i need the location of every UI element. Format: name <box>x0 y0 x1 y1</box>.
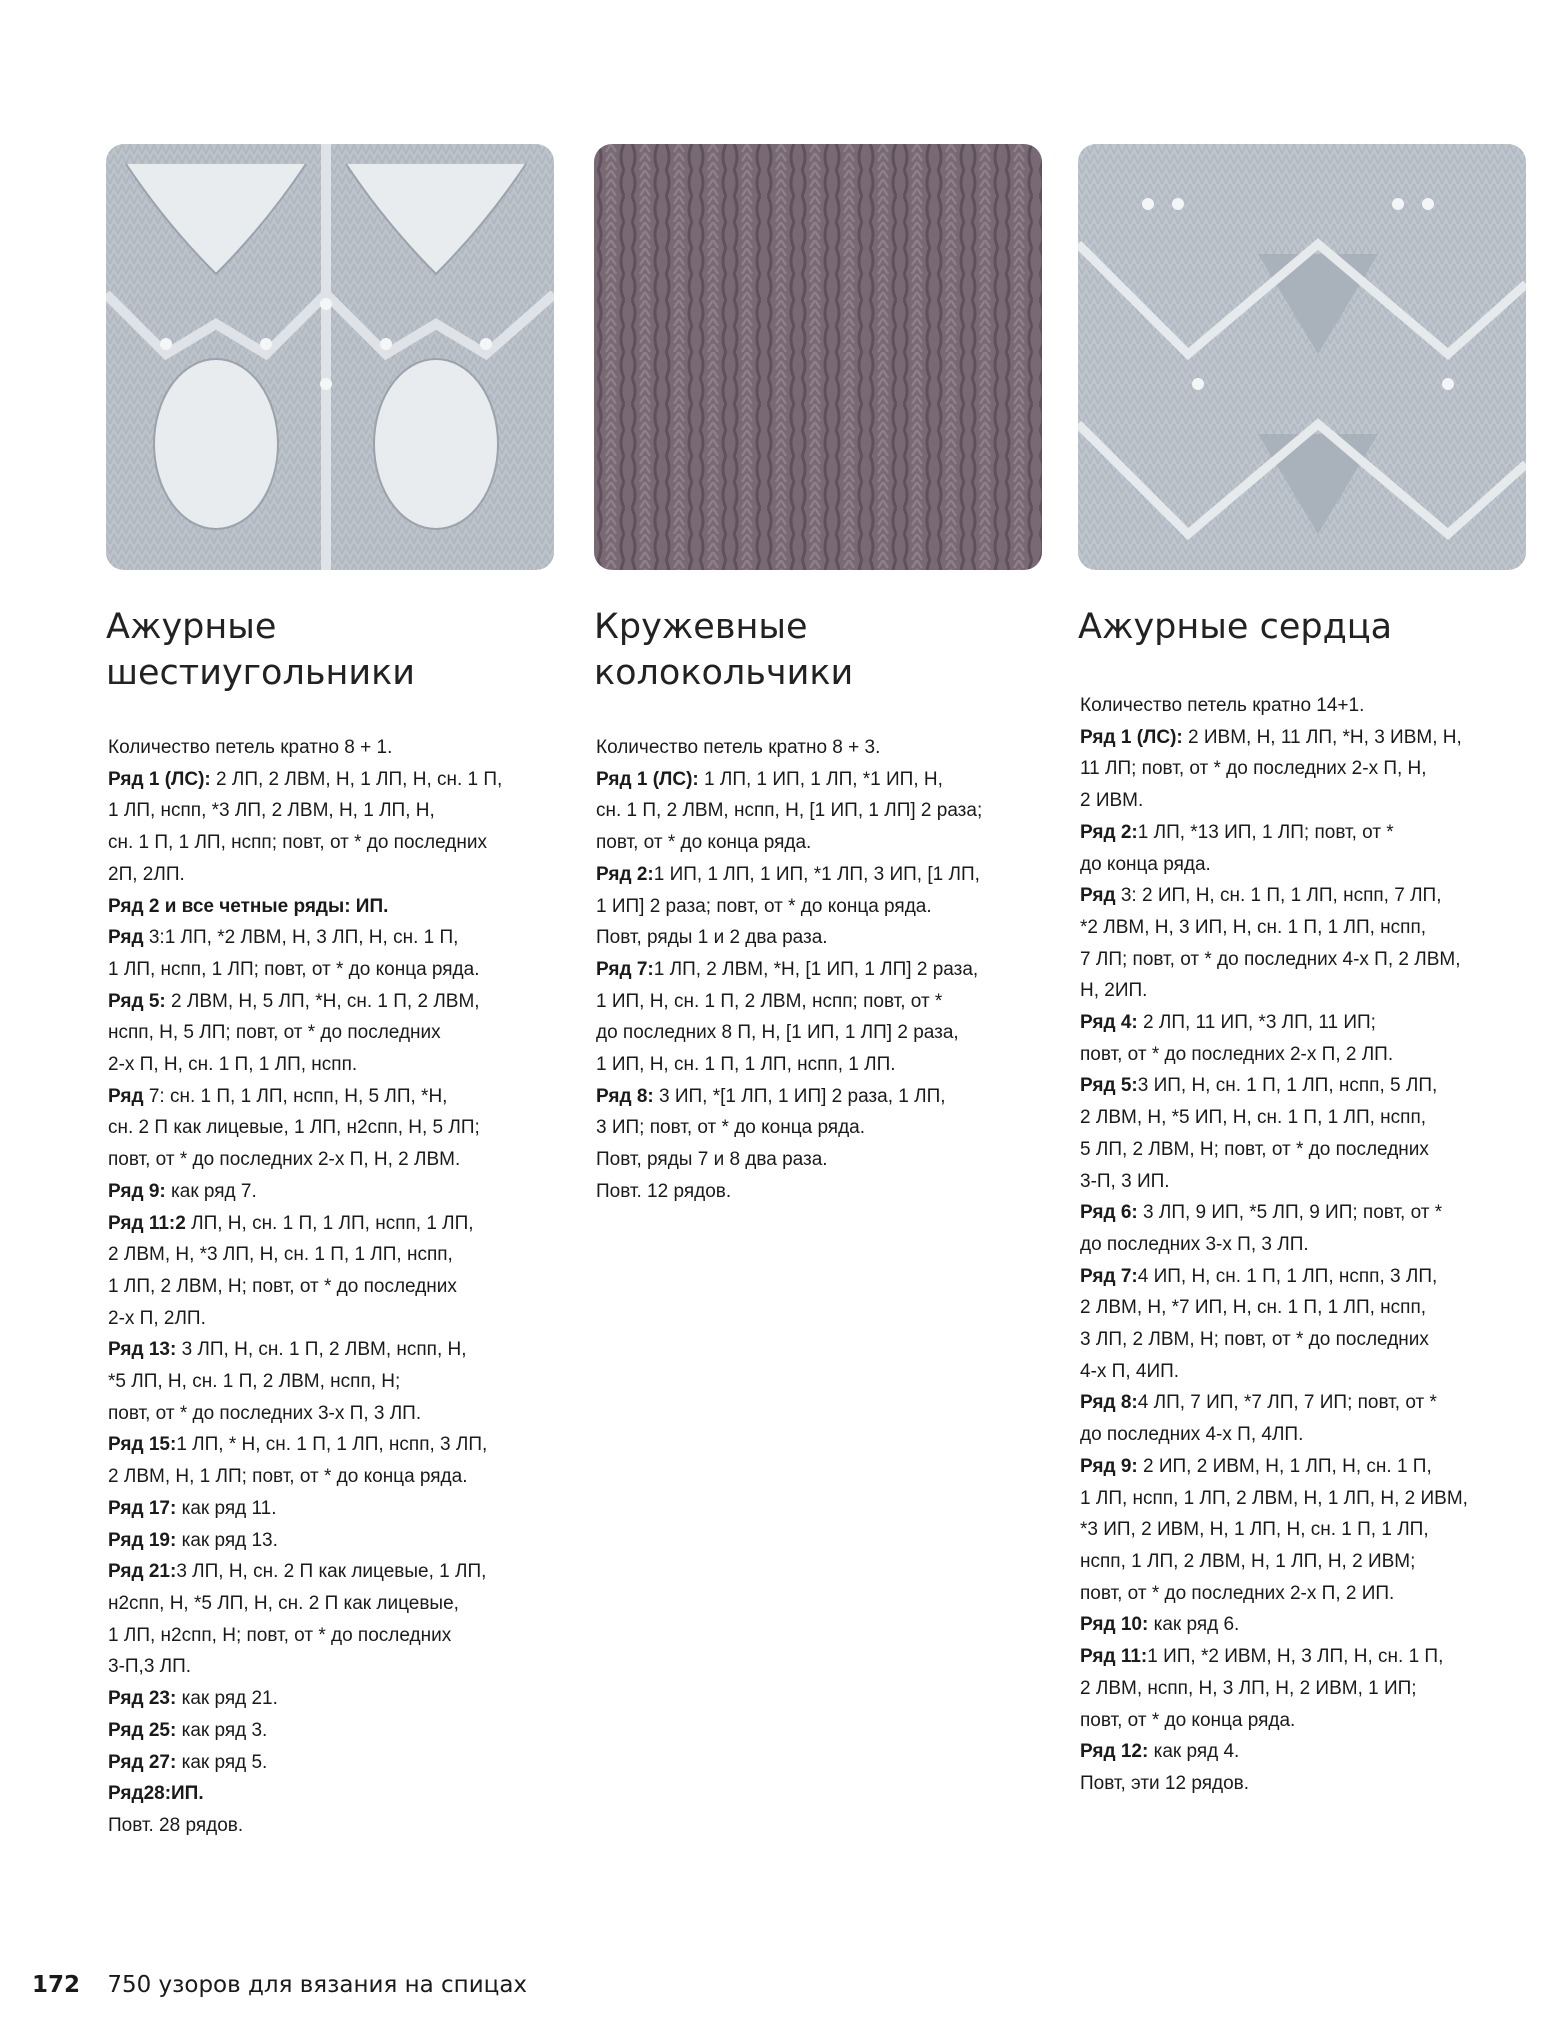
row-label: Ряд 2: <box>596 863 654 885</box>
row-text: как ряд 6. <box>1148 1614 1240 1636</box>
row-label: Ряд 5: <box>1080 1075 1138 1097</box>
row-text: нспп, 1 ЛП, 2 ЛВМ, Н, 1 ЛП, Н, 2 ИВМ; <box>1080 1550 1416 1572</box>
instruction-line <box>108 1017 502 1049</box>
instruction-line <box>108 1651 502 1683</box>
row-text: до последних 4-х П, 4ЛП. <box>1080 1424 1304 1446</box>
row-label: Ряд 19: <box>108 1529 177 1551</box>
instruction-line <box>596 1176 982 1208</box>
row-text: повт, от * до последних 2-х П, Н, 2 ЛВМ. <box>108 1149 461 1171</box>
instruction-line <box>108 1398 502 1430</box>
row-text: 1 ЛП, *13 ИП, 1 ЛП; повт, от * <box>1137 821 1394 843</box>
instruction-line <box>108 1334 502 1366</box>
instruction-line <box>1080 912 1468 944</box>
row-text: 3 ИП, Н, сн. 1 П, 1 ЛП, нспп, 5 ЛП, <box>1137 1075 1438 1097</box>
instruction-line <box>1080 1673 1468 1705</box>
row-text: 11 ЛП; повт, от * до последних 2-х П, Н, <box>1080 758 1427 780</box>
instruction-line <box>108 1588 502 1620</box>
instruction-line <box>1080 1705 1468 1737</box>
swatch-illustration <box>106 144 554 570</box>
instruction-line <box>596 954 982 986</box>
instruction-line <box>1080 1070 1468 1102</box>
instruction-line <box>1080 1419 1468 1451</box>
row-text: Количество петель кратно 8 + 1. <box>108 737 393 758</box>
row-text: как ряд 3. <box>176 1719 268 1741</box>
instruction-line <box>1080 1007 1468 1039</box>
instruction-line <box>1080 1292 1468 1324</box>
row-text: 2 ЛП, 2 ЛВМ, Н, 1 ЛП, Н, сн. 1 П, <box>210 768 503 790</box>
row-text: до конца ряда. <box>1080 853 1211 875</box>
instruction-line <box>108 954 502 986</box>
instruction-line <box>108 764 502 796</box>
instruction-line <box>1080 1387 1468 1419</box>
instruction-line <box>108 1715 502 1747</box>
row-label: Ряд 8: <box>596 1085 654 1107</box>
instruction-line <box>108 1493 502 1525</box>
row-text: повт, от * до конца ряда. <box>596 832 812 854</box>
row-text: 7: сн. 1 П, 1 ЛП, нспп, Н, 5 ЛП, *Н, <box>143 1085 448 1107</box>
instruction-line <box>108 1144 502 1176</box>
row-label: Ряд 23: <box>108 1688 177 1710</box>
instruction-line <box>1080 1736 1468 1768</box>
instruction-line <box>1080 753 1468 785</box>
row-text: Повт, эти 12 рядов. <box>1080 1772 1250 1794</box>
instruction-line <box>596 1144 982 1176</box>
row-label: Ряд 4: <box>1080 1012 1138 1034</box>
row-label: Ряд <box>108 1085 144 1107</box>
instruction-line <box>1080 1039 1468 1071</box>
row-text: 1 ИП, Н, сн. 1 П, 2 ЛВМ, нспп; повт, от * <box>596 990 943 1012</box>
row-text: 5 ЛП, 2 ЛВМ, Н; повт, от * до последних <box>1080 1138 1429 1160</box>
instruction-line <box>1080 944 1468 976</box>
instruction-line <box>1080 1197 1468 1229</box>
page-number: 172 <box>32 1972 81 1998</box>
row-label: Ряд <box>1080 885 1116 907</box>
row-label: Ряд 1 (ЛС): <box>108 768 211 790</box>
instruction-line <box>1080 1356 1468 1388</box>
row-text: повт, от * до последних 3-х П, 3 ЛП. <box>108 1402 422 1424</box>
instruction-line <box>108 795 502 827</box>
row-text: сн. 1 П, 2 ЛВМ, нспп, Н, [1 ИП, 1 ЛП] 2 раза; <box>596 800 983 822</box>
pattern-title <box>1078 604 1392 650</box>
row-label: Ряд 1 (ЛС): <box>1080 726 1183 748</box>
row-text: 1 ЛП, нспп, *3 ЛП, 2 ЛВМ, Н, 1 ЛП, Н, <box>108 800 435 822</box>
row-text: *2 ЛВМ, Н, 3 ИП, Н, сн. 1 П, 1 ЛП, нспп, <box>1080 916 1427 938</box>
row-text: ЛП, Н, сн. 1 П, 1 ЛП, нспп, 1 ЛП, <box>185 1212 474 1234</box>
instruction-line <box>596 986 982 1018</box>
row-text: 1 ИП, 1 ЛП, 1 ИП, *1 ЛП, 3 ИП, [1 ЛП, <box>653 863 980 885</box>
pattern-title <box>594 604 853 696</box>
row-text: 3 ЛП, 2 ЛВМ, Н; повт, от * до последних <box>1080 1329 1429 1351</box>
instruction-line <box>108 1303 502 1335</box>
row-text: 1 ЛП, 2 ЛВМ, *Н, [1 ИП, 1 ЛП] 2 раза, <box>653 958 979 980</box>
pattern-title <box>106 604 415 696</box>
row-label: Ряд 27: <box>108 1751 177 1773</box>
row-text: 1 ЛП, 1 ИП, 1 ЛП, *1 ИП, Н, <box>698 768 943 790</box>
row-text: повт, от * до последних 2-х П, 2 ЛП. <box>1080 1043 1394 1065</box>
instruction-line <box>1080 849 1468 881</box>
instruction-line <box>1080 785 1468 817</box>
row-label: Ряд 10: <box>1080 1614 1149 1636</box>
row-text: 3-П,3 ЛП. <box>108 1656 192 1678</box>
row-label: Ряд 2: <box>1080 821 1138 843</box>
row-text: 3 ИП; повт, от * до конца ряда. <box>596 1117 866 1139</box>
instruction-line <box>1080 1451 1468 1483</box>
row-text: 3-П, 3 ИП. <box>1080 1170 1170 1192</box>
instruction-line <box>108 1525 502 1557</box>
instruction-line <box>596 764 982 796</box>
row-text: Количество петель кратно 14+1. <box>1080 695 1365 716</box>
instruction-line <box>108 1208 502 1240</box>
instruction-line <box>108 1747 502 1779</box>
pattern-title-line: Ажурные <box>106 607 277 647</box>
instruction-line <box>1080 1483 1468 1515</box>
instruction-line <box>108 1429 502 1461</box>
instruction-line <box>1080 1546 1468 1578</box>
row-text: сн. 2 П как лицевые, 1 ЛП, н2спп, Н, 5 ЛП; <box>108 1117 480 1139</box>
pattern-title-line: шестиугольники <box>106 653 415 693</box>
row-text: 2-х П, Н, сн. 1 П, 1 ЛП, нспп. <box>108 1054 358 1076</box>
row-text: Н, 2ИП. <box>1080 980 1148 1002</box>
row-text: Повт, ряды 1 и 2 два раза. <box>596 927 828 949</box>
row-text: как ряд 7. <box>165 1180 257 1202</box>
row-label: Ряд 5: <box>108 990 166 1012</box>
instruction-line <box>1080 975 1468 1007</box>
instruction-line <box>596 732 982 764</box>
instruction-line <box>1080 1641 1468 1673</box>
row-text: 4 ИП, Н, сн. 1 П, 1 ЛП, нспп, 3 ЛП, <box>1137 1265 1438 1287</box>
row-text: 2 ЛВМ, Н, *5 ИП, Н, сн. 1 П, 1 ЛП, нспп, <box>1080 1107 1427 1129</box>
row-text: н2спп, Н, *5 ЛП, Н, сн. 2 П как лицевые, <box>108 1592 459 1614</box>
instruction-line <box>108 891 502 923</box>
instruction-line <box>1080 690 1468 722</box>
row-text: 2 ИВМ, Н, 11 ЛП, *Н, 3 ИВМ, Н, <box>1182 726 1462 748</box>
instruction-line <box>1080 1134 1468 1166</box>
row-label: Ряд 8: <box>1080 1392 1138 1414</box>
row-label: Ряд 9: <box>1080 1455 1138 1477</box>
row-text: 1 ЛП, нспп, 1 ЛП; повт, от * до конца ряда. <box>108 958 480 980</box>
row-text: Количество петель кратно 8 + 3. <box>596 737 881 758</box>
row-text: 2 ЛВМ, Н, 5 ЛП, *Н, сн. 1 П, 2 ЛВМ, <box>165 990 480 1012</box>
row-label: Ряд 11:2 <box>108 1212 186 1234</box>
row-text: 2-х П, 2ЛП. <box>108 1307 206 1329</box>
instruction-line <box>1080 1578 1468 1610</box>
instruction-line <box>108 1176 502 1208</box>
instruction-line <box>108 1620 502 1652</box>
row-text: как ряд 4. <box>1148 1741 1240 1763</box>
instruction-line <box>108 1049 502 1081</box>
instruction-line <box>596 827 982 859</box>
row-text: 1 ИП] 2 раза; повт, от * до конца ряда. <box>596 895 932 917</box>
row-text: 3 ИП, *[1 ЛП, 1 ИП] 2 раза, 1 ЛП, <box>653 1085 946 1107</box>
row-text: 1 ЛП, 2 ЛВМ, Н; повт, от * до последних <box>108 1275 457 1297</box>
pattern-instructions <box>108 732 502 1842</box>
pattern-title-line: колокольчики <box>594 653 854 693</box>
row-text: как ряд 21. <box>176 1688 278 1710</box>
book-title: 750 узоров для вязания на спицах <box>107 1972 528 1998</box>
row-label: Ряд 2 и все четные ряды: ИП. <box>108 895 389 917</box>
instruction-line <box>596 1049 982 1081</box>
instruction-line <box>1080 1609 1468 1641</box>
row-text: 1 ЛП, н2спп, Н; повт, от * до последних <box>108 1624 452 1646</box>
instruction-line <box>108 1081 502 1113</box>
row-text: Повт, ряды 7 и 8 два раза. <box>596 1149 828 1171</box>
instruction-line <box>108 1683 502 1715</box>
instruction-line <box>1080 1768 1468 1800</box>
row-label: Ряд 9: <box>108 1180 166 1202</box>
instruction-line <box>596 1081 982 1113</box>
instruction-line <box>596 891 982 923</box>
row-label: Ряд 21: <box>108 1561 177 1583</box>
row-text: повт, от * до конца ряда. <box>1080 1709 1296 1731</box>
row-text: 2 ИВМ. <box>1080 790 1144 812</box>
pattern-instructions <box>596 732 982 1208</box>
pattern-title-line: Кружевные <box>594 607 808 647</box>
instruction-line <box>1080 1514 1468 1546</box>
instruction-line <box>1080 722 1468 754</box>
pattern-instructions <box>1080 690 1468 1800</box>
row-label: Ряд 17: <box>108 1497 177 1519</box>
row-text: как ряд 13. <box>176 1529 278 1551</box>
row-label: Ряд28:ИП. <box>108 1783 204 1805</box>
row-text: 3 ЛП, Н, сн. 2 П как лицевые, 1 ЛП, <box>176 1561 487 1583</box>
instruction-line <box>1080 1166 1468 1198</box>
instruction-line <box>1080 1261 1468 1293</box>
instruction-line <box>108 1112 502 1144</box>
row-text: 1 ЛП, нспп, 1 ЛП, 2 ЛВМ, Н, 1 ЛП, Н, 2 ИВМ, <box>1080 1487 1468 1509</box>
instruction-line <box>596 795 982 827</box>
row-text: 2 ЛВМ, Н, *7 ИП, Н, сн. 1 П, 1 ЛП, нспп, <box>1080 1297 1427 1319</box>
row-text: сн. 1 П, 1 ЛП, нспп; повт, от * до последних <box>108 832 487 854</box>
instruction-line <box>596 859 982 891</box>
row-text: *3 ИП, 2 ИВМ, Н, 1 ЛП, Н, сн. 1 П, 1 ЛП, <box>1080 1519 1429 1541</box>
instruction-line <box>108 922 502 954</box>
lace-hearts-swatch-image <box>1078 144 1526 570</box>
row-text: *5 ЛП, Н, сн. 1 П, 2 ЛВМ, нспп, Н; <box>108 1371 401 1393</box>
row-text: как ряд 5. <box>176 1751 268 1773</box>
row-text: 3 ЛП, Н, сн. 1 П, 2 ЛВМ, нспп, Н, <box>176 1339 467 1361</box>
row-label: Ряд <box>108 927 144 949</box>
row-label: Ряд 1 (ЛС): <box>596 768 699 790</box>
row-label: Ряд 13: <box>108 1339 177 1361</box>
row-text: 2 ЛП, 11 ИП, *3 ЛП, 11 ИП; <box>1137 1012 1376 1034</box>
row-text: 2 ИП, 2 ИВМ, Н, 1 ЛП, Н, сн. 1 П, <box>1137 1455 1432 1477</box>
row-text: 1 ИП, Н, сн. 1 П, 1 ЛП, нспп, 1 ЛП. <box>596 1054 896 1076</box>
instruction-line <box>108 1810 502 1842</box>
swatch-illustration <box>1078 144 1526 570</box>
lace-bells-swatch-image <box>594 144 1042 570</box>
instruction-line <box>1080 817 1468 849</box>
row-text: 2 ЛВМ, Н, 1 ЛП; повт, от * до конца ряда. <box>108 1466 468 1488</box>
row-text: 1 ИП, *2 ИВМ, Н, 3 ЛП, Н, сн. 1 П, <box>1147 1646 1444 1668</box>
instruction-line <box>108 1556 502 1588</box>
instruction-line <box>108 732 502 764</box>
row-text: 3 ЛП, 9 ИП, *5 ЛП, 9 ИП; повт, от * <box>1137 1202 1443 1224</box>
instruction-line <box>596 1017 982 1049</box>
row-label: Ряд 7: <box>1080 1265 1138 1287</box>
row-label: Ряд 25: <box>108 1719 177 1741</box>
row-text: до последних 8 П, Н, [1 ИП, 1 ЛП] 2 раза, <box>596 1022 959 1044</box>
swatch-illustration <box>594 144 1042 570</box>
row-label: Ряд 12: <box>1080 1741 1149 1763</box>
row-text: 4 ЛП, 7 ИП, *7 ЛП, 7 ИП; повт, от * <box>1137 1392 1437 1414</box>
row-text: Повт. 12 рядов. <box>596 1180 732 1202</box>
row-text: как ряд 11. <box>176 1497 277 1519</box>
instruction-line <box>1080 880 1468 912</box>
row-label: Ряд 15: <box>108 1434 177 1456</box>
instruction-line <box>108 1271 502 1303</box>
lace-hexagon-swatch-image <box>106 144 554 570</box>
row-text: 4-х П, 4ИП. <box>1080 1360 1180 1382</box>
row-text: 7 ЛП; повт, от * до последних 4-х П, 2 ЛВМ, <box>1080 948 1461 970</box>
row-label: Ряд 7: <box>596 958 654 980</box>
row-text: 1 ЛП, * Н, сн. 1 П, 1 ЛП, нспп, 3 ЛП, <box>176 1434 488 1456</box>
row-text: Повт. 28 рядов. <box>108 1814 244 1836</box>
instruction-line <box>596 1112 982 1144</box>
instruction-line <box>1080 1324 1468 1356</box>
instruction-line <box>108 1239 502 1271</box>
instruction-line <box>108 1461 502 1493</box>
instruction-line <box>108 986 502 1018</box>
instruction-line <box>108 1778 502 1810</box>
row-label: Ряд 6: <box>1080 1202 1138 1224</box>
instruction-line <box>108 859 502 891</box>
pattern-title-line: Ажурные сердца <box>1078 607 1393 647</box>
page-footer <box>32 1972 527 1998</box>
row-text: 2 ЛВМ, Н, *3 ЛП, Н, сн. 1 П, 1 ЛП, нспп, <box>108 1244 453 1266</box>
instruction-line <box>1080 1229 1468 1261</box>
instruction-line <box>108 1366 502 1398</box>
row-text: повт, от * до последних 2-х П, 2 ИП. <box>1080 1582 1395 1604</box>
row-text: 2П, 2ЛП. <box>108 863 185 885</box>
row-text: нспп, Н, 5 ЛП; повт, от * до последних <box>108 1022 441 1044</box>
instruction-line <box>108 827 502 859</box>
instruction-line <box>596 922 982 954</box>
row-text: 3: 2 ИП, Н, сн. 1 П, 1 ЛП, нспп, 7 ЛП, <box>1115 885 1442 907</box>
row-text: 2 ЛВМ, нспп, Н, 3 ЛП, Н, 2 ИВМ, 1 ИП; <box>1080 1677 1417 1699</box>
instruction-line <box>1080 1102 1468 1134</box>
row-text: 3:1 ЛП, *2 ЛВМ, Н, 3 ЛП, Н, сн. 1 П, <box>143 927 459 949</box>
row-text: до последних 3-х П, 3 ЛП. <box>1080 1233 1309 1255</box>
row-label: Ряд 11: <box>1080 1646 1148 1668</box>
